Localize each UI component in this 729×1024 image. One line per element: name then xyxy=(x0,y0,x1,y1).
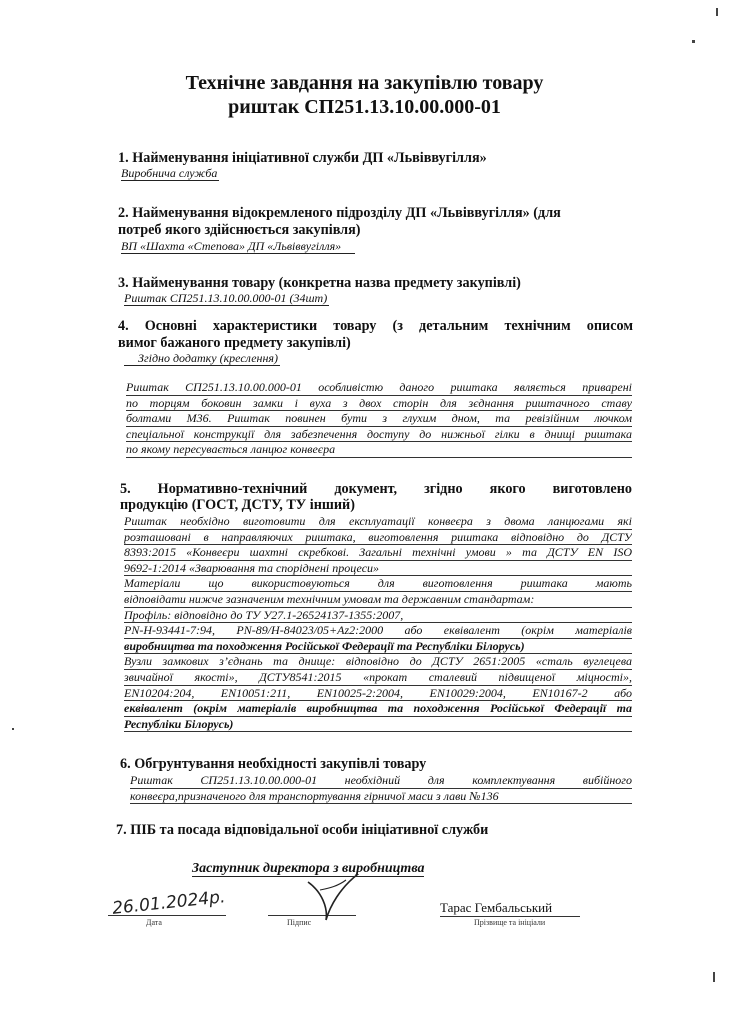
date-label: Дата xyxy=(146,918,162,927)
name-line xyxy=(440,916,580,917)
normative-line: відповідати нижче зазначеним технічним умовам та державним стандартам: xyxy=(124,592,632,608)
handwritten-date: 26.01.2024р. xyxy=(111,887,227,919)
section-1-heading: 1. Найменування ініціативної служби ДП «Львіввугілля» xyxy=(118,150,487,166)
justification-line: конвеєра,призначеного для транспортування гірничої маси з лави №136 xyxy=(130,789,632,805)
section-5-normative-text xyxy=(124,514,632,732)
normative-line: виробництва та походження Російської Федерації та Республіки Білорусь) xyxy=(124,639,632,655)
section-5-heading-line1: 5. Нормативно-технічний документ, згідно якого виготовлено xyxy=(120,481,632,497)
name-label: Прізвище та ініціали xyxy=(474,918,546,927)
section-6-heading: 6. Обгрунтування необхідності закупівлі товару xyxy=(120,756,427,772)
responsible-person-name: Тарас Гембальський xyxy=(440,900,553,915)
normative-line: EN10204:204, EN10051:211, EN10025-2:2004, EN10029:2004, EN10167-2 або xyxy=(124,685,632,700)
normative-line: Вузли замкових з’єднань та днище: відповідно до ДСТУ 2651:2005 «сталь вуглецева xyxy=(124,654,632,669)
section-1-answer-text: Виробнича служба xyxy=(121,166,218,180)
description-line: спеціальної конструкції для забезпечення доступу до нижньої гілки в днищі риштака xyxy=(126,426,632,441)
normative-line: PN-H-93441-7:94, PN-89/H-84023/05+Az2:2000 або еквівалент (окрім матеріалів xyxy=(124,623,632,638)
section-2-answer-text: ВП «Шахта «Степова» ДП «Львіввугілля» xyxy=(121,239,355,254)
section-3-heading: 3. Найменування товару (конкретна назва предмету закупівлі) xyxy=(118,275,521,291)
normative-line: 9692-1:2014 «Зварювання та споріднені процеси» xyxy=(124,561,632,577)
section-2-answer xyxy=(121,239,355,253)
normative-line: Риштак необхідно виготовити для експлуатації конвеєра з двома ланцюгами які xyxy=(124,514,632,528)
signature-label: Підпис xyxy=(287,918,312,927)
section-3-answer xyxy=(124,291,329,305)
section-6-justification xyxy=(130,773,632,804)
scan-mark xyxy=(716,8,718,16)
section-7-heading: 7. ПІБ та посада відповідальної особи ініціативної служби xyxy=(116,822,489,838)
normative-line: розташовані в направляючих риштака, виготовлення риштака відповідно до ДСТУ xyxy=(124,529,632,544)
section-3-answer-text: Риштак СП251.13.10.00.000-01 (34шт) xyxy=(124,291,328,305)
section-1-answer xyxy=(121,166,219,180)
section-4-description xyxy=(126,380,632,458)
section-2-heading-line2: потреб якого здійснюється закупівля) xyxy=(118,222,361,238)
description-line: по торцям боковин замки і вуха з двох сторін для зєднання риштачного ставу xyxy=(126,395,632,410)
normative-line: 8393:2015 «Конвеєри шахтні скребкові. Загальні технічні умови » та ДСТУ EN ISO xyxy=(124,545,632,560)
normative-line: Профіль: відповідно до ТУ У27.1-26524137-1355:2007, xyxy=(124,608,632,624)
description-line: болтами М36. Риштак повинен бути з глухим дном, та ревізійним лючком xyxy=(126,411,632,426)
normative-line: Республіки Білорусь) xyxy=(124,717,632,733)
description-line: Риштак СП251.13.10.00.000-01 особливістю даного риштака являється приварені xyxy=(126,380,632,394)
document-title-line1: Технічне завдання на закупівлю товару xyxy=(185,72,544,94)
section-4-answer xyxy=(124,351,280,365)
section-2-heading-line1: 2. Найменування відокремленого підрозділу ДП «Львіввугілля» (для xyxy=(118,205,561,221)
scan-mark xyxy=(692,40,695,43)
normative-line: Матеріали що використовуються для виготовлення риштака мають xyxy=(124,576,632,591)
scan-mark xyxy=(713,972,715,982)
section-4-heading-line2: вимог бажаного предмету закупівлі) xyxy=(118,335,351,351)
section-4-answer-text: Згідно додатку (креслення) xyxy=(124,351,280,366)
scan-mark xyxy=(12,728,14,730)
description-line: по якому пересувається ланцюг конвеєра xyxy=(126,442,632,458)
responsible-position-text: Заступник директора з виробництва xyxy=(192,861,425,876)
normative-line: звичайної якості», ДСТУ8541:2015 «прокат сталевий підвищеної міцності», xyxy=(124,669,632,684)
section-5-heading-line2: продукцію (ГОСТ, ДСТУ, ТУ інший) xyxy=(120,497,355,513)
document-title-line2: риштак СП251.13.10.00.000-01 xyxy=(228,96,501,118)
normative-line: еквівалент (окрім матеріалів виробництва та походження Російської Федерації та xyxy=(124,701,632,716)
justification-line: Риштак СП251.13.10.00.000-01 необхідний для комплектування вибійного xyxy=(130,773,632,787)
section-4-heading-line1: 4. Основні характеристики товару (з детальним технічним описом xyxy=(118,318,633,334)
